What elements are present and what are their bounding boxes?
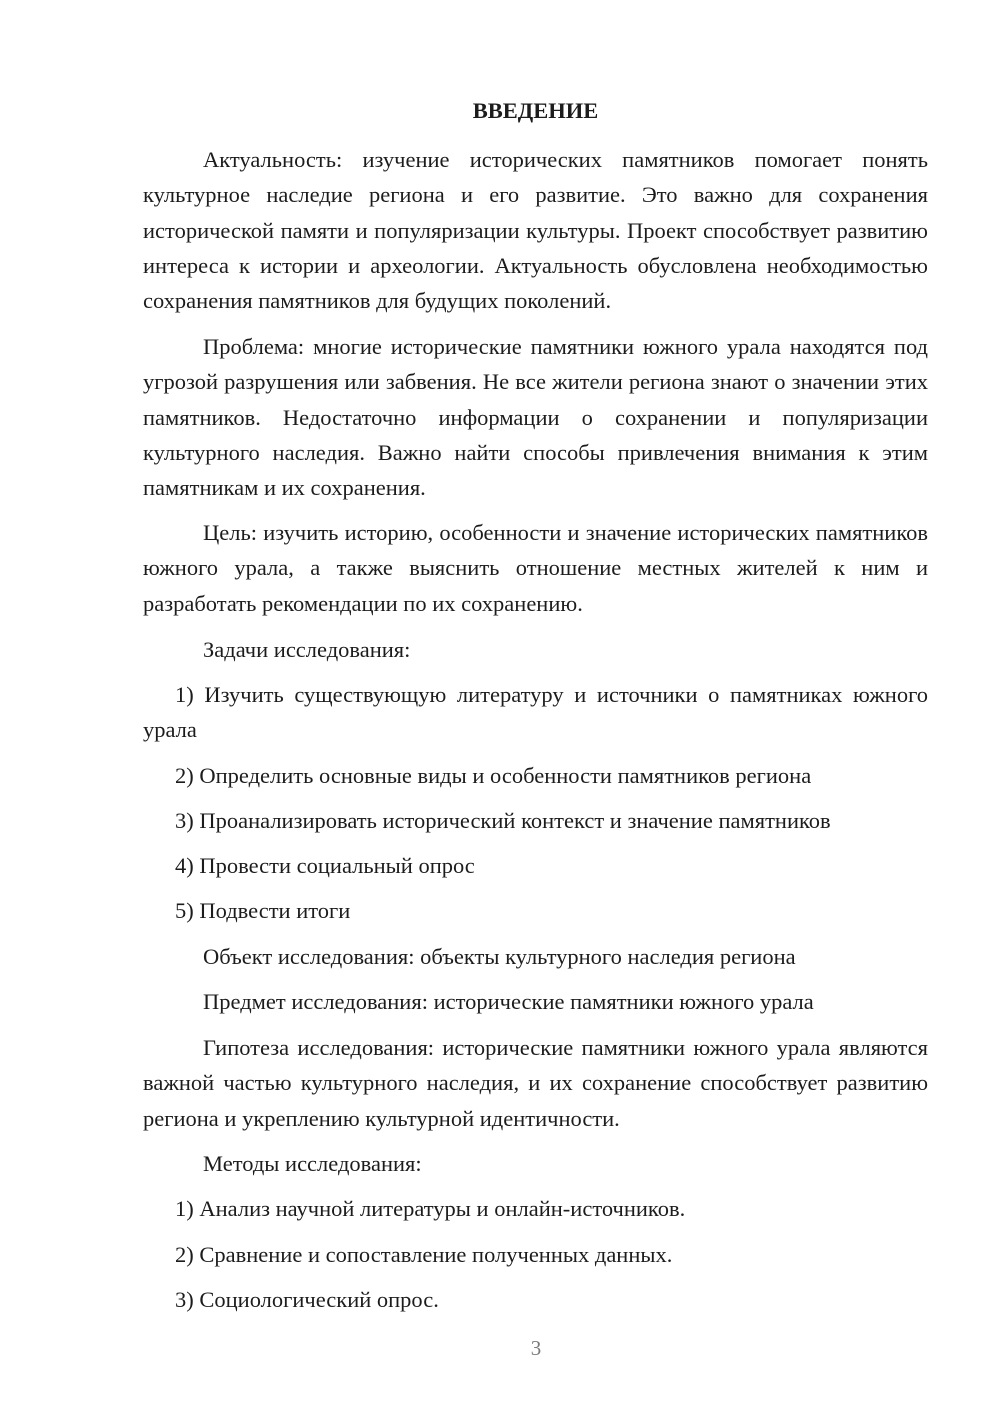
goal-paragraph: Цель: изучить историю, особенности и значение исторических памятников южного урала, а также выяснить отношение местных жителей к ним и разработать рекомендации по их сохранению. (143, 520, 928, 616)
hypothesis-paragraph: Гипотеза исследования: исторические памятники южного урала являются важной частью культурного наследия, и их сохранение способствует развитию региона и укреплению культурной идентичности. (143, 1035, 928, 1131)
research-object: Объект исследования: объекты культурного наследия региона (203, 944, 796, 969)
research-subject: Предмет исследования: исторические памятники южного урала (203, 989, 814, 1014)
method-item-2: 2) Сравнение и сопоставление полученных данных. (175, 1242, 673, 1267)
document-title: ВВЕДЕНИЕ (472, 98, 599, 123)
task-item-1: 1) Изучить существующую литературу и источники о памятниках южного урала (143, 682, 928, 743)
relevance-paragraph: Актуальность: изучение исторических памятников помогает понять культурное наследие региона и его развитие. Это важно для сохранения исторической памяти и популяризации культуры. Проект способствует развитию интереса к истории и археологии. Актуальность обусловлена необходимостью сохранения памятников для будущих поколений. (143, 147, 928, 314)
methods-heading: Методы исследования: (203, 1151, 422, 1176)
method-item-3: 3) Социологический опрос. (175, 1287, 439, 1312)
task-item-3: 3) Проанализировать исторический контекст и значение памятников (175, 808, 831, 833)
task-item-2: 2) Определить основные виды и особенности памятников региона (175, 763, 812, 788)
problem-paragraph: Проблема: многие исторические памятники южного урала находятся под угрозой разрушения или забвения. Не все жители региона знают о значении этих памятников. Недостаточно информации о сохранении и популяризации культурного наследия. Важно найти способы привлечения внимания к этим памятникам и их сохранения. (143, 334, 928, 501)
task-item-4: 4) Провести социальный опрос (175, 853, 475, 878)
page-number: 3 (530, 1336, 542, 1360)
task-item-5: 5) Подвести итоги (175, 898, 351, 923)
method-item-1: 1) Анализ научной литературы и онлайн-источников. (175, 1196, 686, 1221)
tasks-heading: Задачи исследования: (203, 637, 411, 662)
